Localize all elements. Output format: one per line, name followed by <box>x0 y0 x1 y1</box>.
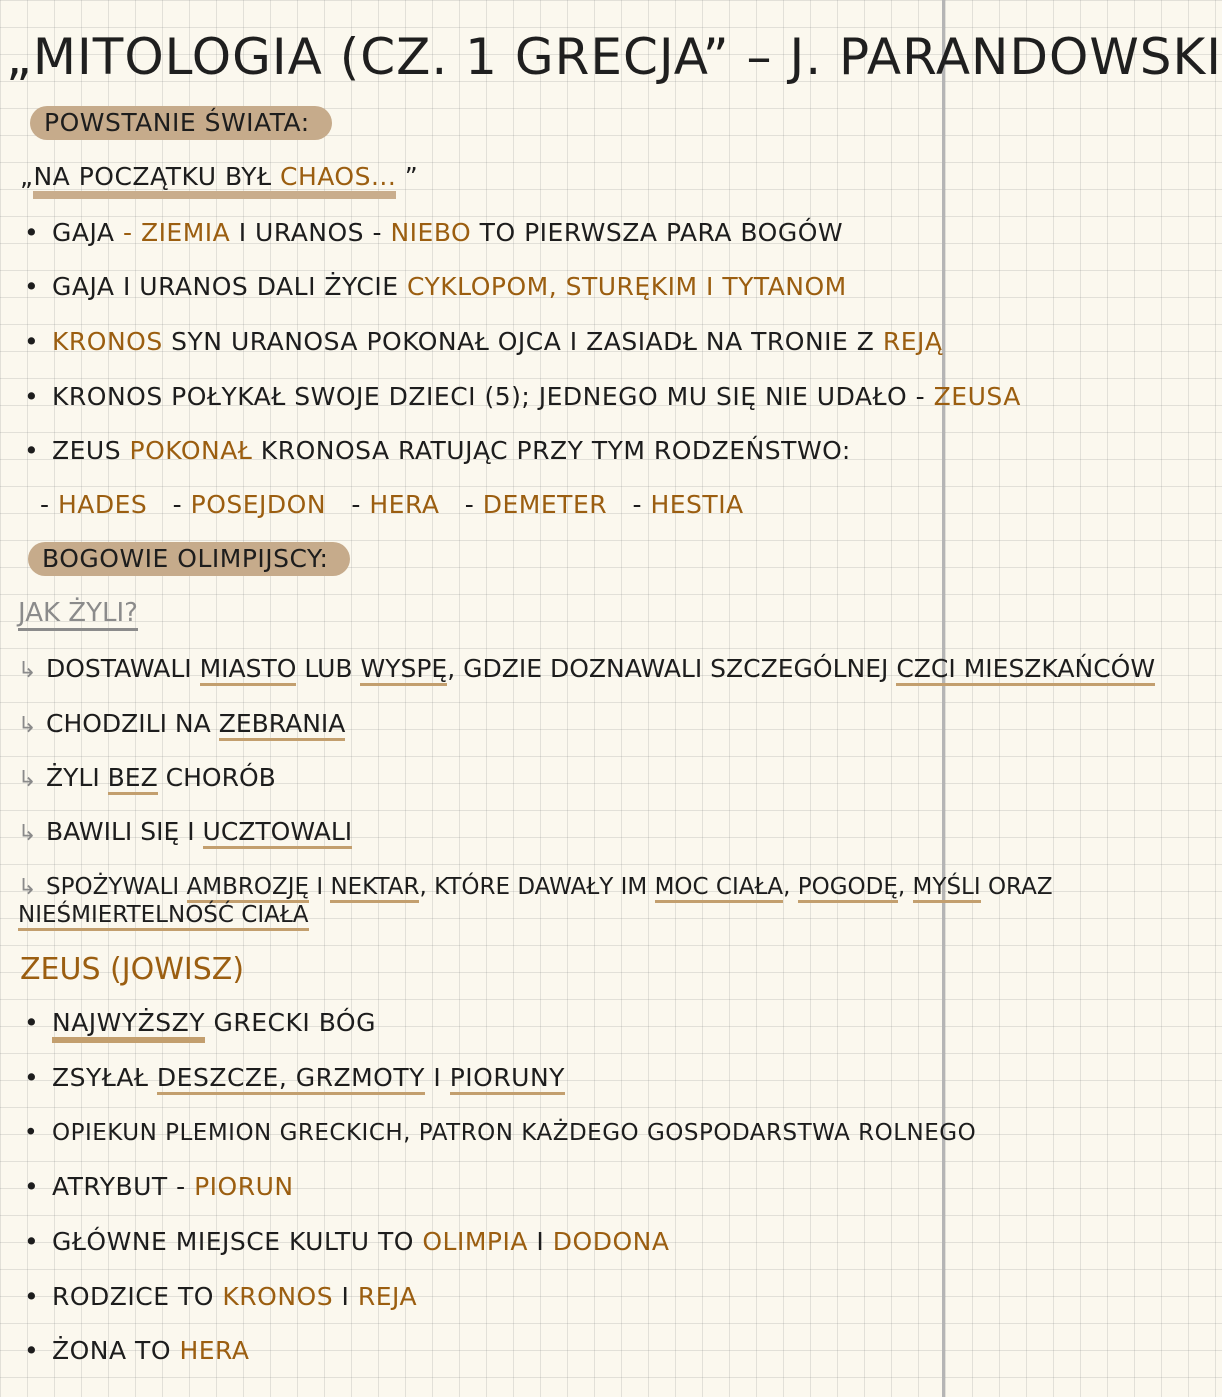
arrow-icon: ↳ <box>18 875 37 900</box>
creation-line-2: • GAJA I URANOS DALI ŻYCIE CYKLOPOM, STURĘKIM I TYTANOM <box>24 272 847 301</box>
zeus-line-7: • ŻONA TO HERA <box>24 1336 250 1365</box>
notebook-margin-line <box>942 0 945 1397</box>
olympians-item-5: ↳ SPOŻYWALI AMBROZJĘ I NEKTAR, KTÓRE DAWAŁY IM MOC CIAŁA, POGODĘ, MYŚLI ORAZ <box>18 870 1053 905</box>
olympians-heading-text: BOGOWIE OLIMPIJSCY: <box>28 542 350 576</box>
olympians-item-5-cont: NIEŚMIERTELNOŚĆ CIAŁA <box>18 898 309 932</box>
arrow-icon: ↳ <box>18 767 37 792</box>
olympians-item-3: ↳ ŻYLI BEZ CHORÓB <box>18 761 276 797</box>
chaos-quote: „NA POCZĄTKU BYŁ CHAOS... ” <box>20 160 418 194</box>
creation-line-4: • KRONOS POŁYKAŁ SWOJE DZIECI (5); JEDNEGO MU SIĘ NIE UDAŁO - ZEUSA <box>24 382 1021 411</box>
creation-line-5: • ZEUS POKONAŁ KRONOSA RATUJĄC PRZY TYM RODZEŃSTWO: <box>24 436 851 465</box>
chaos-word: CHAOS... <box>280 162 397 191</box>
creation-line-1: • GAJA - ZIEMIA I URANOS - NIEBO TO PIERWSZA PARA BOGÓW <box>24 218 844 247</box>
zeus-line-6: • RODZICE TO KRONOS I REJA <box>24 1282 418 1311</box>
zeus-line-2: • ZSYŁAŁ DESZCZE, GRZMOTY I PIORUNY <box>24 1061 565 1095</box>
arrow-icon: ↳ <box>18 713 37 738</box>
zeus-line-3: • OPIEKUN PLEMION GRECKICH, PATRON KAŻDEGO GOSPODARSTWA ROLNEGO <box>24 1120 977 1146</box>
page-title: „MITOLOGIA (CZ. 1 GRECJA” – J. PARANDOWSKI <box>6 28 1222 86</box>
how-they-lived-heading: JAK ŻYLI? <box>18 596 138 630</box>
siblings-list: - HADES - POSEJDON - HERA - DEMETER - HESTIA <box>40 490 744 519</box>
section-heading-olympians <box>28 542 350 576</box>
section-heading-creation <box>30 106 332 140</box>
arrow-icon: ↳ <box>18 658 37 683</box>
olympians-item-1: ↳ DOSTAWALI MIASTO LUB WYSPĘ, GDZIE DOZNAWALI SZCZEGÓLNEJ CZCI MIESZKAŃCÓW <box>18 652 1155 688</box>
zeus-line-5: • GŁÓWNE MIEJSCE KULTU TO OLIMPIA I DODONA <box>24 1227 670 1256</box>
zeus-line-1: • NAJWYŻSZY GRECKI BÓG <box>24 1006 376 1040</box>
olympians-item-2: ↳ CHODZILI NA ZEBRANIA <box>18 707 345 743</box>
olympians-item-4: ↳ BAWILI SIĘ I UCZTOWALI <box>18 815 352 851</box>
zeus-heading: ZEUS (JOWISZ) <box>20 952 245 987</box>
zeus-line-4: • ATRYBUT - PIORUN <box>24 1172 294 1201</box>
creation-heading-text: POWSTANIE ŚWIATA: <box>30 106 332 140</box>
arrow-icon: ↳ <box>18 821 37 846</box>
creation-line-3: • KRONOS SYN URANOSA POKONAŁ OJCA I ZASIADŁ NA TRONIE Z REJĄ <box>24 327 943 356</box>
